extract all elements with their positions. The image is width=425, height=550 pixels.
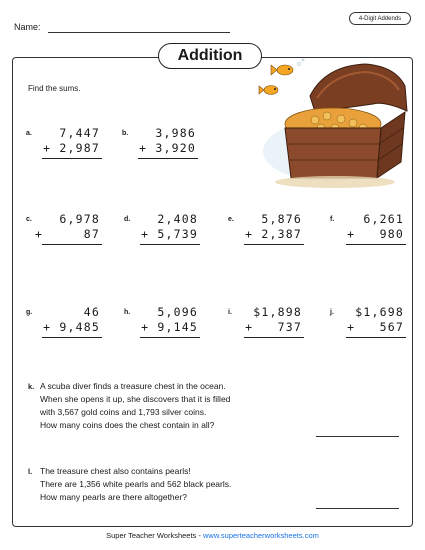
level-badge: 4-Digit Addends — [349, 12, 411, 25]
fish-icon — [259, 86, 278, 95]
word-problem-line: When she opens it up, she discovers that it is filled — [40, 394, 231, 404]
top-addend: 5,876 — [261, 212, 302, 226]
addition-problem — [124, 305, 202, 345]
top-addend: 7,447 — [59, 126, 100, 140]
top-addend: 5,096 — [157, 305, 198, 319]
footer-separator: - — [196, 531, 203, 540]
word-problem-line: There are 1,356 white pearls and 562 black pearls. — [40, 479, 232, 489]
sum-rule[interactable] — [346, 337, 406, 338]
problem-label: g. — [26, 309, 33, 316]
bottom-addend: + 567 — [347, 320, 404, 334]
top-addend: 2,408 — [157, 212, 198, 226]
problem-label: j. — [330, 309, 334, 316]
word-problem-line: with 3,567 gold coins and 1,793 silver coins. — [40, 407, 207, 417]
problem-label: h. — [124, 309, 131, 316]
sum-rule[interactable] — [42, 158, 102, 159]
addition-problem — [26, 126, 104, 166]
bottom-addend: + 980 — [347, 227, 404, 241]
top-addend: 3,986 — [155, 126, 196, 140]
addition-problem — [26, 212, 104, 252]
instructions: Find the sums. — [28, 84, 81, 93]
page-title: Addition — [158, 43, 262, 69]
word-problem-label: l. — [28, 467, 33, 476]
bottom-addend: + 2,987 — [43, 141, 100, 155]
addition-problem — [228, 305, 306, 345]
top-addend: 6,261 — [363, 212, 404, 226]
bottom-addend: + 9,485 — [43, 320, 100, 334]
word-problem — [28, 465, 328, 504]
word-problem-line: How many pearls are there altogether? — [40, 492, 187, 502]
answer-line[interactable] — [316, 508, 399, 509]
bottom-addend: + 2,387 — [245, 227, 302, 241]
name-label: Name: — [14, 22, 41, 32]
addition-problem — [330, 305, 408, 345]
sum-rule[interactable] — [42, 244, 102, 245]
sum-rule[interactable] — [42, 337, 102, 338]
sum-rule[interactable] — [244, 244, 304, 245]
addition-problem — [122, 126, 200, 166]
addition-problem — [330, 212, 408, 252]
problem-label: d. — [124, 216, 131, 223]
footer — [0, 531, 425, 540]
top-addend: $1,698 — [355, 305, 404, 319]
sum-rule[interactable] — [140, 337, 200, 338]
addition-problem — [26, 305, 104, 345]
bottom-addend: + 87 — [35, 227, 100, 241]
word-problem-line: The treasure chest also contains pearls! — [40, 466, 191, 476]
footer-brand: Super Teacher Worksheets — [106, 531, 197, 540]
name-line[interactable] — [48, 32, 230, 33]
sum-rule[interactable] — [140, 244, 200, 245]
top-addend: 6,978 — [59, 212, 100, 226]
top-addend: $1,898 — [253, 305, 302, 319]
problem-label: b. — [122, 130, 129, 137]
treasure-chest-icon — [255, 56, 415, 191]
word-problem-label: k. — [28, 382, 35, 391]
addition-problem — [124, 212, 202, 252]
top-addend: 46 — [83, 305, 100, 319]
sum-rule[interactable] — [244, 337, 304, 338]
answer-line[interactable] — [316, 436, 399, 437]
fish-icon — [271, 65, 293, 75]
bottom-addend: + 3,920 — [139, 141, 196, 155]
sum-rule[interactable] — [138, 158, 198, 159]
sum-rule[interactable] — [346, 244, 406, 245]
footer-link[interactable]: www.superteacherworksheets.com — [202, 531, 319, 540]
bottom-addend: + 9,145 — [141, 320, 198, 334]
problem-label: c. — [26, 216, 32, 223]
word-problem-line: How many coins does the chest contain in all? — [40, 420, 215, 430]
problem-label: i. — [228, 309, 232, 316]
word-problem-line: A scuba diver finds a treasure chest in the ocean. — [40, 381, 226, 391]
problem-label: f. — [330, 216, 335, 223]
bottom-addend: + 737 — [245, 320, 302, 334]
word-problem — [28, 380, 328, 432]
bottom-addend: + 5,739 — [141, 227, 198, 241]
problem-label: e. — [228, 216, 234, 223]
addition-problem — [228, 212, 306, 252]
problem-label: a. — [26, 130, 32, 137]
